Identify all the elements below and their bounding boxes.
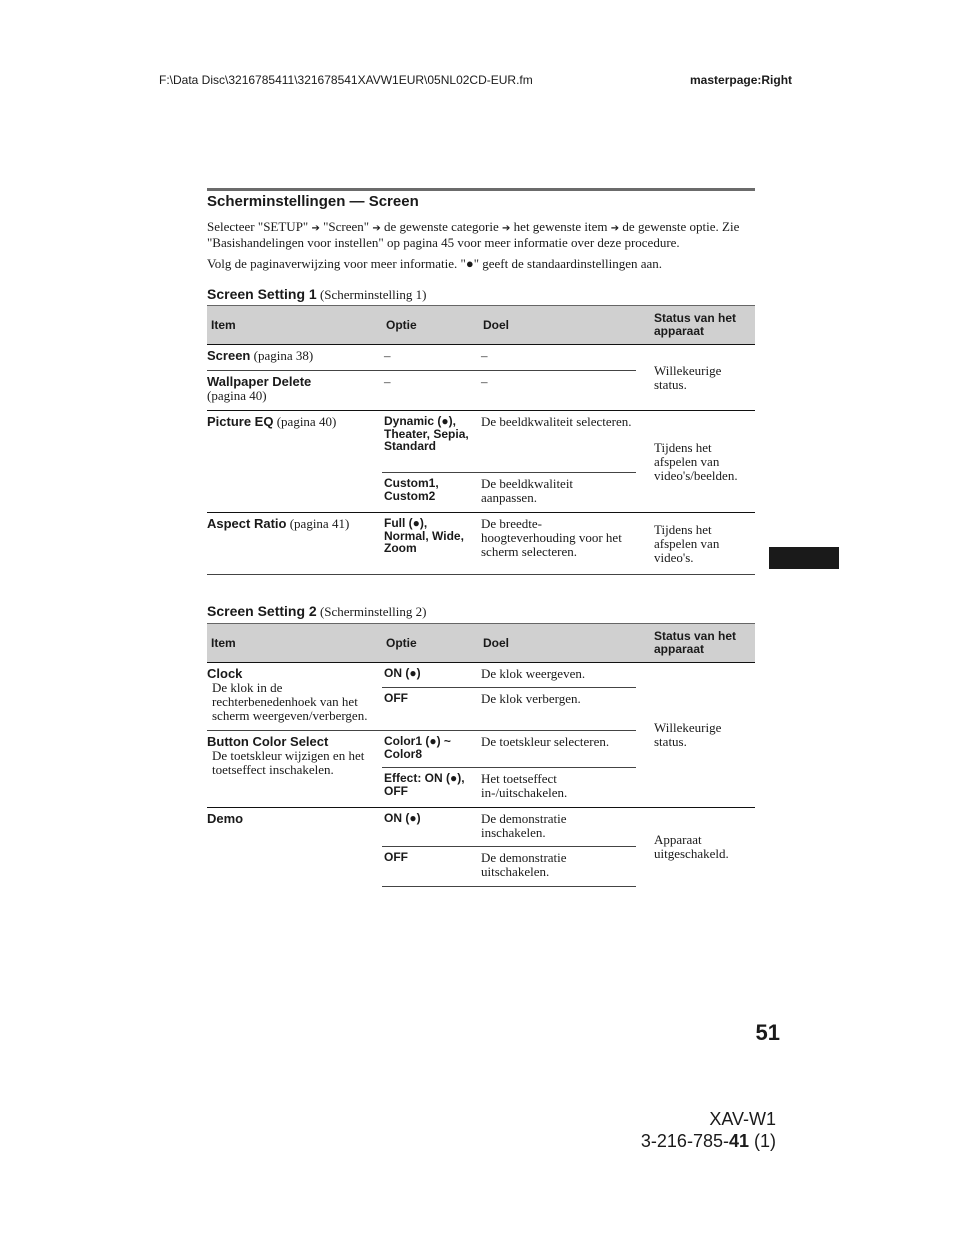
page-number: 51 (755, 1020, 780, 1045)
col-optie: Optie (382, 624, 479, 663)
page-ref: (pagina 40) (273, 414, 337, 429)
arrow-icon: ➔ (311, 223, 320, 234)
part-number (641, 1130, 776, 1152)
option-cell: Custom1, Custom2 (382, 473, 479, 513)
option-cell: OFF (382, 847, 479, 887)
item-name: Picture EQ (207, 414, 274, 429)
model-name: XAV-W1 (709, 1109, 776, 1129)
table-row (207, 345, 755, 371)
item-name: Demo (207, 811, 244, 826)
option-cell: Dynamic (●), Theater, Sepia, Standard (382, 411, 479, 473)
option-cell: – (382, 371, 479, 411)
col-item: Item (207, 306, 382, 345)
status-cell: Apparaat uitgeschakeld. (636, 808, 755, 887)
table2-title (207, 603, 426, 620)
purpose-cell: De klok weergeven. (479, 663, 636, 688)
purpose-cell: De toetskleur selecteren. (479, 731, 636, 768)
item-name: Clock (207, 666, 243, 681)
table1-title-sub: (Scherminstelling 1) (316, 287, 427, 302)
purpose-cell: De klok verbergen. (479, 688, 636, 731)
intro-text: de gewenste categorie (380, 219, 503, 234)
item-name: Button Color Select (207, 734, 329, 749)
arrow-icon: ➔ (372, 223, 381, 234)
status-cell: Tijdens het afspelen van video's/beelden. (636, 411, 755, 513)
col-doel: Doel (479, 624, 636, 663)
table-row (207, 663, 755, 688)
screen-setting-1-table (207, 305, 755, 575)
option-cell: ON (●) (382, 663, 479, 688)
chapter-thumb-tab (769, 547, 839, 569)
intro-text: het gewenste item (510, 219, 611, 234)
option-cell: Color1 (●) ~ Color8 (382, 731, 479, 768)
purpose-cell: De breedte-hoogteverhouding voor het scherm selecteren. (479, 513, 636, 575)
table-row (207, 808, 755, 847)
purpose-cell: De demonstratie inschakelen. (479, 808, 636, 847)
purpose-cell: – (479, 345, 636, 371)
status-cell: Tijdens het afspelen van video's. (636, 513, 755, 575)
table1-title-bold: Screen Setting 1 (207, 286, 317, 302)
option-cell: Full (●), Normal, Wide, Zoom (382, 513, 479, 575)
col-status: Status van het apparaat (636, 306, 755, 345)
item-name: Screen (207, 348, 251, 363)
screen-setting-2-table (207, 623, 755, 887)
option-cell: OFF (382, 688, 479, 731)
model-block (641, 1108, 776, 1152)
intro-text: de gewenste optie. Zie "Basishandelingen voor instellen" op pagina 45 voor meer informatie over deze procedure. (207, 219, 740, 250)
part-prefix: 3-216-785- (640, 1131, 729, 1151)
section-rule (207, 188, 755, 191)
col-status: Status van het apparaat (636, 624, 755, 663)
col-item: Item (207, 624, 382, 663)
intro-paragraph (207, 220, 755, 250)
purpose-cell: De beeldkwaliteit aanpassen. (479, 473, 636, 513)
page-ref: (pagina 38) (250, 348, 314, 363)
table2-title-bold: Screen Setting 2 (207, 603, 317, 619)
table-row (207, 411, 755, 473)
arrow-icon: ➔ (502, 223, 511, 234)
option-cell: Effect: ON (●), OFF (382, 768, 479, 808)
purpose-cell: De beeldkwaliteit selecteren. (479, 411, 636, 473)
table2-title-sub: (Scherminstelling 2) (316, 604, 427, 619)
option-cell: – (382, 345, 479, 371)
intro-text: "Screen" (319, 219, 373, 234)
intro-text: Selecteer "SETUP" (207, 219, 312, 234)
table1-title (207, 286, 426, 303)
item-desc: De klok in de rechterbenedenhoek van het scherm weergeven/verbergen. (212, 680, 368, 723)
table-row (207, 513, 755, 575)
section-title: Scherminstellingen — Screen (207, 193, 419, 210)
purpose-cell: – (479, 371, 636, 411)
page-ref: (pagina 40) (207, 388, 267, 403)
arrow-icon: ➔ (610, 223, 620, 234)
item-name: Aspect Ratio (207, 516, 287, 531)
status-cell: Willekeurige status. (636, 345, 755, 411)
item-name: Wallpaper Delete (207, 374, 312, 389)
purpose-cell: Het toetseffect in-/uitschakelen. (479, 768, 636, 808)
status-cell: Willekeurige status. (636, 663, 755, 808)
option-cell: ON (●) (382, 808, 479, 847)
col-optie: Optie (382, 306, 479, 345)
part-bold: 41 (728, 1131, 749, 1151)
item-desc: De toetskleur wijzigen en het toetseffect inschakelen. (212, 748, 365, 777)
file-path-header: F:\Data Disc\3216785411\321678541XAVW1EUR\05NL02CD-EUR.fm (159, 73, 533, 87)
default-note: Volg de paginaverwijzing voor meer informatie. "●" geeft de standaardinstellingen aan. (207, 256, 663, 271)
page-ref: (pagina 41) (286, 516, 350, 531)
purpose-cell: De demonstratie uitschakelen. (479, 847, 636, 887)
col-doel: Doel (479, 306, 636, 345)
part-suffix: (1) (749, 1131, 776, 1151)
masterpage-label: masterpage:Right (690, 73, 793, 87)
